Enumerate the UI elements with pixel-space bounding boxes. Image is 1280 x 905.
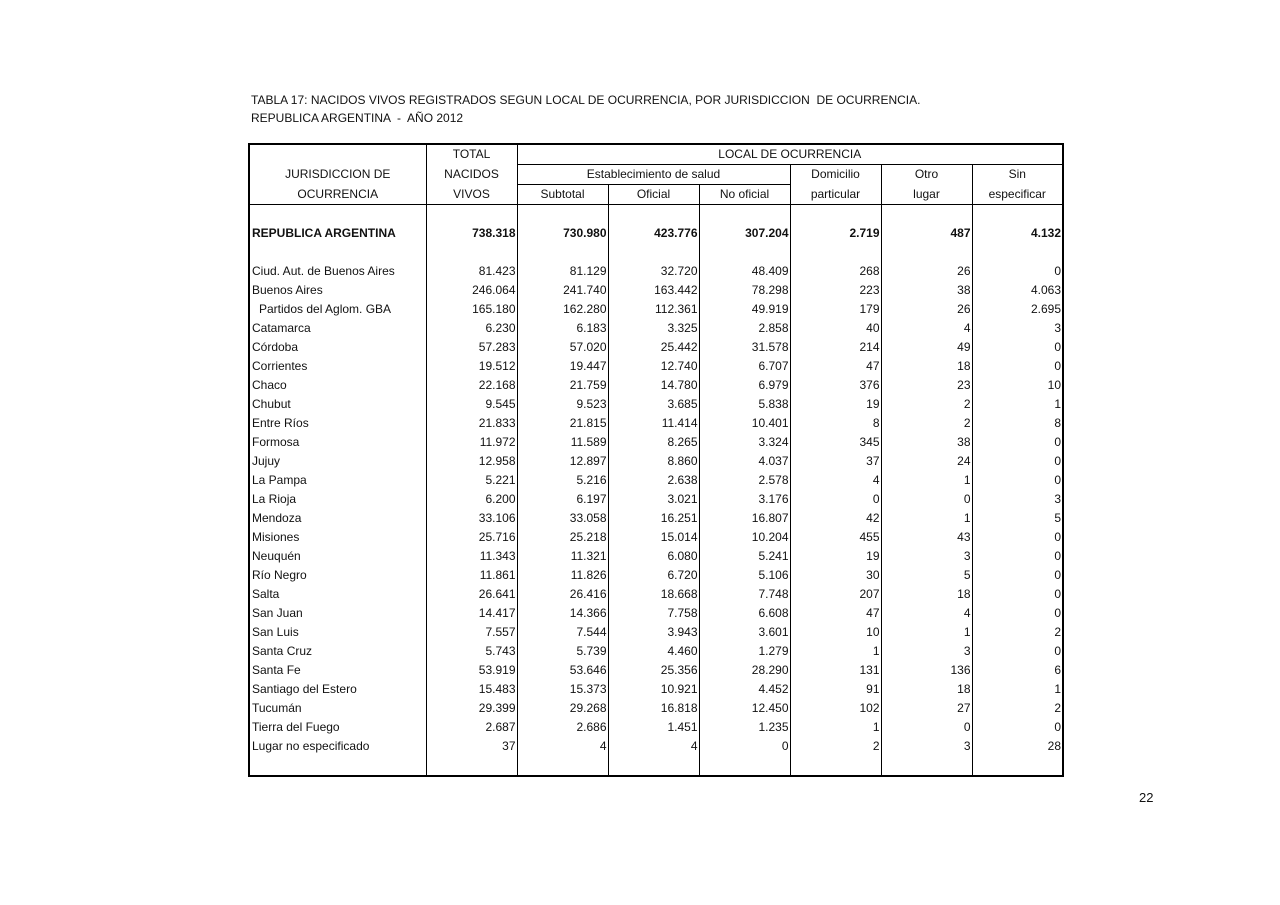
cell-domicilio: 179 xyxy=(790,300,881,319)
cell-no-oficial: 12.450 xyxy=(699,699,790,718)
cell-otro-lugar: 4 xyxy=(881,319,972,338)
cell-oficial: 2.638 xyxy=(608,471,699,490)
cell-sin-especificar: 0 xyxy=(972,604,1063,623)
table-row xyxy=(249,585,1063,604)
cell-otro-lugar: 27 xyxy=(881,699,972,718)
cell-jurisdiction: Neuquén xyxy=(252,549,301,563)
header-domicilio-2: particular xyxy=(790,185,881,205)
cell-sin-especificar: 2 xyxy=(972,699,1063,718)
table-row xyxy=(249,433,1063,452)
cell-subtotal: 162.280 xyxy=(517,300,608,319)
cell-otro-lugar: 0 xyxy=(881,490,972,509)
cell-sin-especificar: 10 xyxy=(972,376,1063,395)
cell-domicilio: 102 xyxy=(790,699,881,718)
cell-no-oficial: 1.279 xyxy=(699,642,790,661)
cell-sin-especificar: 0 xyxy=(972,547,1063,566)
cell-sin-especificar: 8 xyxy=(972,414,1063,433)
header-otro-1: Otro xyxy=(881,165,972,185)
cell-sin-especificar: 0 xyxy=(972,471,1063,490)
cell-total: 14.417 xyxy=(426,604,517,623)
cell-oficial: 25.356 xyxy=(608,661,699,680)
title-line-1: TABLA 17: NACIDOS VIVOS REGISTRADOS SEGUN LOCAL DE OCURRENCIA, POR JURISDICCION DE OCURRENCIA. xyxy=(251,93,921,107)
cell-sin-especificar: 2 xyxy=(972,623,1063,642)
cell-jurisdiction: Santiago del Estero xyxy=(252,682,357,696)
cell-jurisdiction: Entre Ríos xyxy=(252,416,309,430)
cell-no-oficial: 78.298 xyxy=(699,281,790,300)
cell-jurisdiction: Partidos del Aglom. GBA xyxy=(259,302,392,316)
cell-sin-especificar: 0 xyxy=(972,338,1063,357)
cell-total: 53.919 xyxy=(426,661,517,680)
cell-sin-especificar: 0 xyxy=(972,528,1063,547)
cell-domicilio: 2 xyxy=(790,737,881,756)
cell-subtotal: 57.020 xyxy=(517,338,608,357)
cell-oficial: 11.414 xyxy=(608,414,699,433)
table-row xyxy=(249,471,1063,490)
cell-oficial: 6.080 xyxy=(608,547,699,566)
cell-jurisdiction: Corrientes xyxy=(252,359,308,373)
cell-otro-lugar: 3 xyxy=(881,547,972,566)
cell-total: 33.106 xyxy=(426,509,517,528)
cell-domicilio: 47 xyxy=(790,357,881,376)
cell-no-oficial: 31.578 xyxy=(699,338,790,357)
cell-sin-especificar: 0 xyxy=(972,452,1063,471)
cell-subtotal: 14.366 xyxy=(517,604,608,623)
cell-no-oficial: 4.037 xyxy=(699,452,790,471)
cell-total: 26.641 xyxy=(426,585,517,604)
table-row xyxy=(249,566,1063,585)
header-subtotal: Subtotal xyxy=(517,185,608,205)
cell-jurisdiction: Formosa xyxy=(252,435,300,449)
table-row xyxy=(249,395,1063,414)
cell-total: 7.557 xyxy=(426,623,517,642)
cell-domicilio: 223 xyxy=(790,281,881,300)
cell-total: 5.221 xyxy=(426,471,517,490)
cell-otro-lugar: 136 xyxy=(881,661,972,680)
cell-subtotal: 25.218 xyxy=(517,528,608,547)
header-establecimiento: Establecimiento de salud xyxy=(517,165,790,185)
cell-jurisdiction: Santa Cruz xyxy=(252,644,313,658)
cell-subtotal: 7.544 xyxy=(517,623,608,642)
table-row xyxy=(249,680,1063,699)
cell-domicilio: 207 xyxy=(790,585,881,604)
table-title xyxy=(251,91,920,127)
cell-oficial: 14.780 xyxy=(608,376,699,395)
cell-no-oficial: 5.838 xyxy=(699,395,790,414)
table-row xyxy=(249,376,1063,395)
cell-total: 37 xyxy=(426,737,517,756)
cell-oficial: 3.685 xyxy=(608,395,699,414)
cell-domicilio: 214 xyxy=(790,338,881,357)
cell-sin-especificar: 5 xyxy=(972,509,1063,528)
cell-no-oficial: 2.858 xyxy=(699,319,790,338)
cell-no-oficial: 3.176 xyxy=(699,490,790,509)
cell-subtotal: 6.197 xyxy=(517,490,608,509)
cell-jurisdiction: Lugar no especificado xyxy=(252,739,370,753)
cell-jurisdiction: Córdoba xyxy=(252,340,299,354)
cell-oficial: 7.758 xyxy=(608,604,699,623)
header-sin-2: especificar xyxy=(972,185,1063,205)
cell-otro-lugar: 2 xyxy=(881,395,972,414)
cell-no-oficial: 28.290 xyxy=(699,661,790,680)
cell-oficial: 8.265 xyxy=(608,433,699,452)
table-body xyxy=(249,205,1063,777)
cell-domicilio: 40 xyxy=(790,319,881,338)
cell-total: 29.399 xyxy=(426,699,517,718)
cell-otro-lugar: 24 xyxy=(881,452,972,471)
cell-domicilio: 376 xyxy=(790,376,881,395)
cell-jurisdiction: Misiones xyxy=(252,530,300,544)
cell-otro-lugar: 26 xyxy=(881,262,972,281)
cell-subtotal: 4 xyxy=(517,737,608,756)
cell-subtotal: 241.740 xyxy=(517,281,608,300)
cell-total: 21.833 xyxy=(426,414,517,433)
cell-oficial: 4 xyxy=(608,737,699,756)
cell-jurisdiction: Catamarca xyxy=(252,321,311,335)
cell-subtotal: 12.897 xyxy=(517,452,608,471)
cell-sin-especificar: 0 xyxy=(972,357,1063,376)
cell-jurisdiction: Mendoza xyxy=(252,511,302,525)
cell-oficial: 3.021 xyxy=(608,490,699,509)
cell-domicilio: 10 xyxy=(790,623,881,642)
cell-oficial: 8.860 xyxy=(608,452,699,471)
cell-total: 25.716 xyxy=(426,528,517,547)
cell-total: 57.283 xyxy=(426,338,517,357)
cell-otro-lugar: 3 xyxy=(881,737,972,756)
cell-domicilio: 131 xyxy=(790,661,881,680)
page-number: 22 xyxy=(1139,790,1154,805)
table-row xyxy=(249,300,1063,319)
cell-sin-especificar: 0 xyxy=(972,262,1063,281)
cell-oficial: 3.943 xyxy=(608,623,699,642)
header-total-2: NACIDOS xyxy=(426,165,517,185)
cell-domicilio: 2.719 xyxy=(790,224,881,243)
cell-jurisdiction: La Pampa xyxy=(252,473,307,487)
cell-subtotal: 2.686 xyxy=(517,718,608,737)
cell-sin-especificar: 6 xyxy=(972,661,1063,680)
cell-no-oficial: 5.106 xyxy=(699,566,790,585)
cell-subtotal: 11.321 xyxy=(517,547,608,566)
cell-otro-lugar: 3 xyxy=(881,642,972,661)
cell-otro-lugar: 5 xyxy=(881,566,972,585)
cell-jurisdiction: La Rioja xyxy=(252,492,297,506)
table-row xyxy=(249,509,1063,528)
table-row-total xyxy=(249,224,1063,243)
header-total-3: VIVOS xyxy=(426,185,517,205)
cell-oficial: 16.818 xyxy=(608,699,699,718)
cell-otro-lugar: 18 xyxy=(881,680,972,699)
cell-subtotal: 730.980 xyxy=(517,224,608,243)
cell-sin-especificar: 0 xyxy=(972,585,1063,604)
cell-oficial: 15.014 xyxy=(608,528,699,547)
cell-domicilio: 30 xyxy=(790,566,881,585)
table-row xyxy=(249,281,1063,300)
cell-oficial: 423.776 xyxy=(608,224,699,243)
table-row xyxy=(249,661,1063,680)
cell-otro-lugar: 26 xyxy=(881,300,972,319)
cell-jurisdiction: Santa Fe xyxy=(252,663,301,677)
cell-subtotal: 5.216 xyxy=(517,471,608,490)
cell-domicilio: 268 xyxy=(790,262,881,281)
cell-total: 5.743 xyxy=(426,642,517,661)
cell-domicilio: 1 xyxy=(790,642,881,661)
cell-no-oficial: 3.601 xyxy=(699,623,790,642)
cell-domicilio: 47 xyxy=(790,604,881,623)
cell-otro-lugar: 1 xyxy=(881,471,972,490)
cell-subtotal: 11.589 xyxy=(517,433,608,452)
cell-otro-lugar: 23 xyxy=(881,376,972,395)
header-no-oficial: No oficial xyxy=(699,185,790,205)
cell-oficial: 163.442 xyxy=(608,281,699,300)
cell-jurisdiction: Chaco xyxy=(252,378,287,392)
cell-otro-lugar: 2 xyxy=(881,414,972,433)
cell-no-oficial: 0 xyxy=(699,737,790,756)
cell-jurisdiction: Salta xyxy=(252,587,280,601)
table-row xyxy=(249,490,1063,509)
cell-subtotal: 29.268 xyxy=(517,699,608,718)
cell-sin-especificar: 0 xyxy=(972,433,1063,452)
cell-no-oficial: 4.452 xyxy=(699,680,790,699)
cell-subtotal: 81.129 xyxy=(517,262,608,281)
cell-oficial: 16.251 xyxy=(608,509,699,528)
table-row xyxy=(249,414,1063,433)
cell-otro-lugar: 18 xyxy=(881,585,972,604)
table-row xyxy=(249,262,1063,281)
header-otro-2: lugar xyxy=(881,185,972,205)
header-total-1: TOTAL xyxy=(426,144,517,165)
cell-total: 11.972 xyxy=(426,433,517,452)
cell-oficial: 25.442 xyxy=(608,338,699,357)
cell-total: 15.483 xyxy=(426,680,517,699)
cell-otro-lugar: 38 xyxy=(881,281,972,300)
cell-sin-especificar: 1 xyxy=(972,680,1063,699)
cell-no-oficial: 49.919 xyxy=(699,300,790,319)
cell-sin-especificar: 28 xyxy=(972,737,1063,756)
cell-otro-lugar: 38 xyxy=(881,433,972,452)
cell-otro-lugar: 1 xyxy=(881,623,972,642)
cell-sin-especificar: 0 xyxy=(972,718,1063,737)
cell-total: 6.230 xyxy=(426,319,517,338)
cell-subtotal: 53.646 xyxy=(517,661,608,680)
cell-jurisdiction: REPUBLICA ARGENTINA xyxy=(252,226,396,240)
header-sin-1: Sin xyxy=(972,165,1063,185)
cell-total: 2.687 xyxy=(426,718,517,737)
cell-no-oficial: 48.409 xyxy=(699,262,790,281)
cell-total: 9.545 xyxy=(426,395,517,414)
table-row xyxy=(249,623,1063,642)
header-jurisdiccion-1: JURISDICCION DE xyxy=(285,167,391,181)
table-row xyxy=(249,452,1063,471)
cell-total: 246.064 xyxy=(426,281,517,300)
cell-jurisdiction: Tucumán xyxy=(252,701,302,715)
table-header xyxy=(249,144,1063,205)
cell-total: 11.343 xyxy=(426,547,517,566)
cell-otro-lugar: 4 xyxy=(881,604,972,623)
cell-oficial: 10.921 xyxy=(608,680,699,699)
cell-jurisdiction: Buenos Aires xyxy=(252,283,323,297)
cell-domicilio: 8 xyxy=(790,414,881,433)
cell-no-oficial: 7.748 xyxy=(699,585,790,604)
cell-otro-lugar: 18 xyxy=(881,357,972,376)
cell-no-oficial: 5.241 xyxy=(699,547,790,566)
cell-otro-lugar: 1 xyxy=(881,509,972,528)
cell-sin-especificar: 1 xyxy=(972,395,1063,414)
cell-domicilio: 4 xyxy=(790,471,881,490)
cell-no-oficial: 6.979 xyxy=(699,376,790,395)
cell-no-oficial: 6.707 xyxy=(699,357,790,376)
cell-domicilio: 19 xyxy=(790,395,881,414)
cell-domicilio: 42 xyxy=(790,509,881,528)
cell-subtotal: 9.523 xyxy=(517,395,608,414)
cell-oficial: 18.668 xyxy=(608,585,699,604)
table-row xyxy=(249,737,1063,756)
cell-no-oficial: 1.235 xyxy=(699,718,790,737)
table-row xyxy=(249,642,1063,661)
cell-sin-especificar: 3 xyxy=(972,490,1063,509)
table-row xyxy=(249,357,1063,376)
header-oficial: Oficial xyxy=(608,185,699,205)
cell-total: 738.318 xyxy=(426,224,517,243)
cell-otro-lugar: 49 xyxy=(881,338,972,357)
cell-subtotal: 21.815 xyxy=(517,414,608,433)
cell-jurisdiction: San Juan xyxy=(252,606,303,620)
cell-jurisdiction: San Luis xyxy=(252,625,299,639)
cell-no-oficial: 6.608 xyxy=(699,604,790,623)
cell-jurisdiction: Jujuy xyxy=(252,454,281,468)
cell-total: 165.180 xyxy=(426,300,517,319)
cell-domicilio: 1 xyxy=(790,718,881,737)
cell-jurisdiction: Ciud. Aut. de Buenos Aires xyxy=(252,264,395,278)
cell-sin-especificar: 4.063 xyxy=(972,281,1063,300)
cell-total: 22.168 xyxy=(426,376,517,395)
cell-otro-lugar: 487 xyxy=(881,224,972,243)
cell-jurisdiction: Río Negro xyxy=(252,568,307,582)
table-row xyxy=(249,699,1063,718)
cell-no-oficial: 10.401 xyxy=(699,414,790,433)
cell-no-oficial: 307.204 xyxy=(699,224,790,243)
cell-domicilio: 91 xyxy=(790,680,881,699)
cell-sin-especificar: 0 xyxy=(972,642,1063,661)
cell-domicilio: 19 xyxy=(790,547,881,566)
cell-no-oficial: 2.578 xyxy=(699,471,790,490)
header-domicilio-1: Domicilio xyxy=(790,165,881,185)
cell-total: 81.423 xyxy=(426,262,517,281)
cell-total: 6.200 xyxy=(426,490,517,509)
cell-otro-lugar: 0 xyxy=(881,718,972,737)
cell-subtotal: 6.183 xyxy=(517,319,608,338)
table-row xyxy=(249,338,1063,357)
cell-sin-especificar: 3 xyxy=(972,319,1063,338)
cell-jurisdiction: Tierra del Fuego xyxy=(252,720,340,734)
header-local: LOCAL DE OCURRENCIA xyxy=(517,144,1063,165)
cell-sin-especificar: 2.695 xyxy=(972,300,1063,319)
cell-total: 12.958 xyxy=(426,452,517,471)
cell-jurisdiction: Chubut xyxy=(252,397,291,411)
table-row xyxy=(249,718,1063,737)
cell-otro-lugar: 43 xyxy=(881,528,972,547)
births-table xyxy=(248,143,1064,777)
cell-subtotal: 19.447 xyxy=(517,357,608,376)
cell-subtotal: 26.416 xyxy=(517,585,608,604)
cell-domicilio: 455 xyxy=(790,528,881,547)
cell-total: 19.512 xyxy=(426,357,517,376)
cell-subtotal: 15.373 xyxy=(517,680,608,699)
cell-total: 11.861 xyxy=(426,566,517,585)
cell-oficial: 1.451 xyxy=(608,718,699,737)
cell-oficial: 32.720 xyxy=(608,262,699,281)
cell-subtotal: 21.759 xyxy=(517,376,608,395)
cell-sin-especificar: 4.132 xyxy=(972,224,1063,243)
cell-domicilio: 0 xyxy=(790,490,881,509)
cell-no-oficial: 10.204 xyxy=(699,528,790,547)
table-row xyxy=(249,604,1063,623)
cell-oficial: 12.740 xyxy=(608,357,699,376)
header-jurisdiccion-2: OCURRENCIA xyxy=(297,186,379,201)
cell-domicilio: 37 xyxy=(790,452,881,471)
table-row xyxy=(249,547,1063,566)
cell-no-oficial: 16.807 xyxy=(699,509,790,528)
table-row xyxy=(249,528,1063,547)
cell-oficial: 6.720 xyxy=(608,566,699,585)
cell-oficial: 4.460 xyxy=(608,642,699,661)
cell-oficial: 3.325 xyxy=(608,319,699,338)
cell-subtotal: 5.739 xyxy=(517,642,608,661)
title-line-2: REPUBLICA ARGENTINA - AÑO 2012 xyxy=(251,111,464,125)
cell-subtotal: 11.826 xyxy=(517,566,608,585)
cell-domicilio: 345 xyxy=(790,433,881,452)
cell-no-oficial: 3.324 xyxy=(699,433,790,452)
cell-oficial: 112.361 xyxy=(608,300,699,319)
cell-subtotal: 33.058 xyxy=(517,509,608,528)
cell-sin-especificar: 0 xyxy=(972,566,1063,585)
table-row xyxy=(249,319,1063,338)
